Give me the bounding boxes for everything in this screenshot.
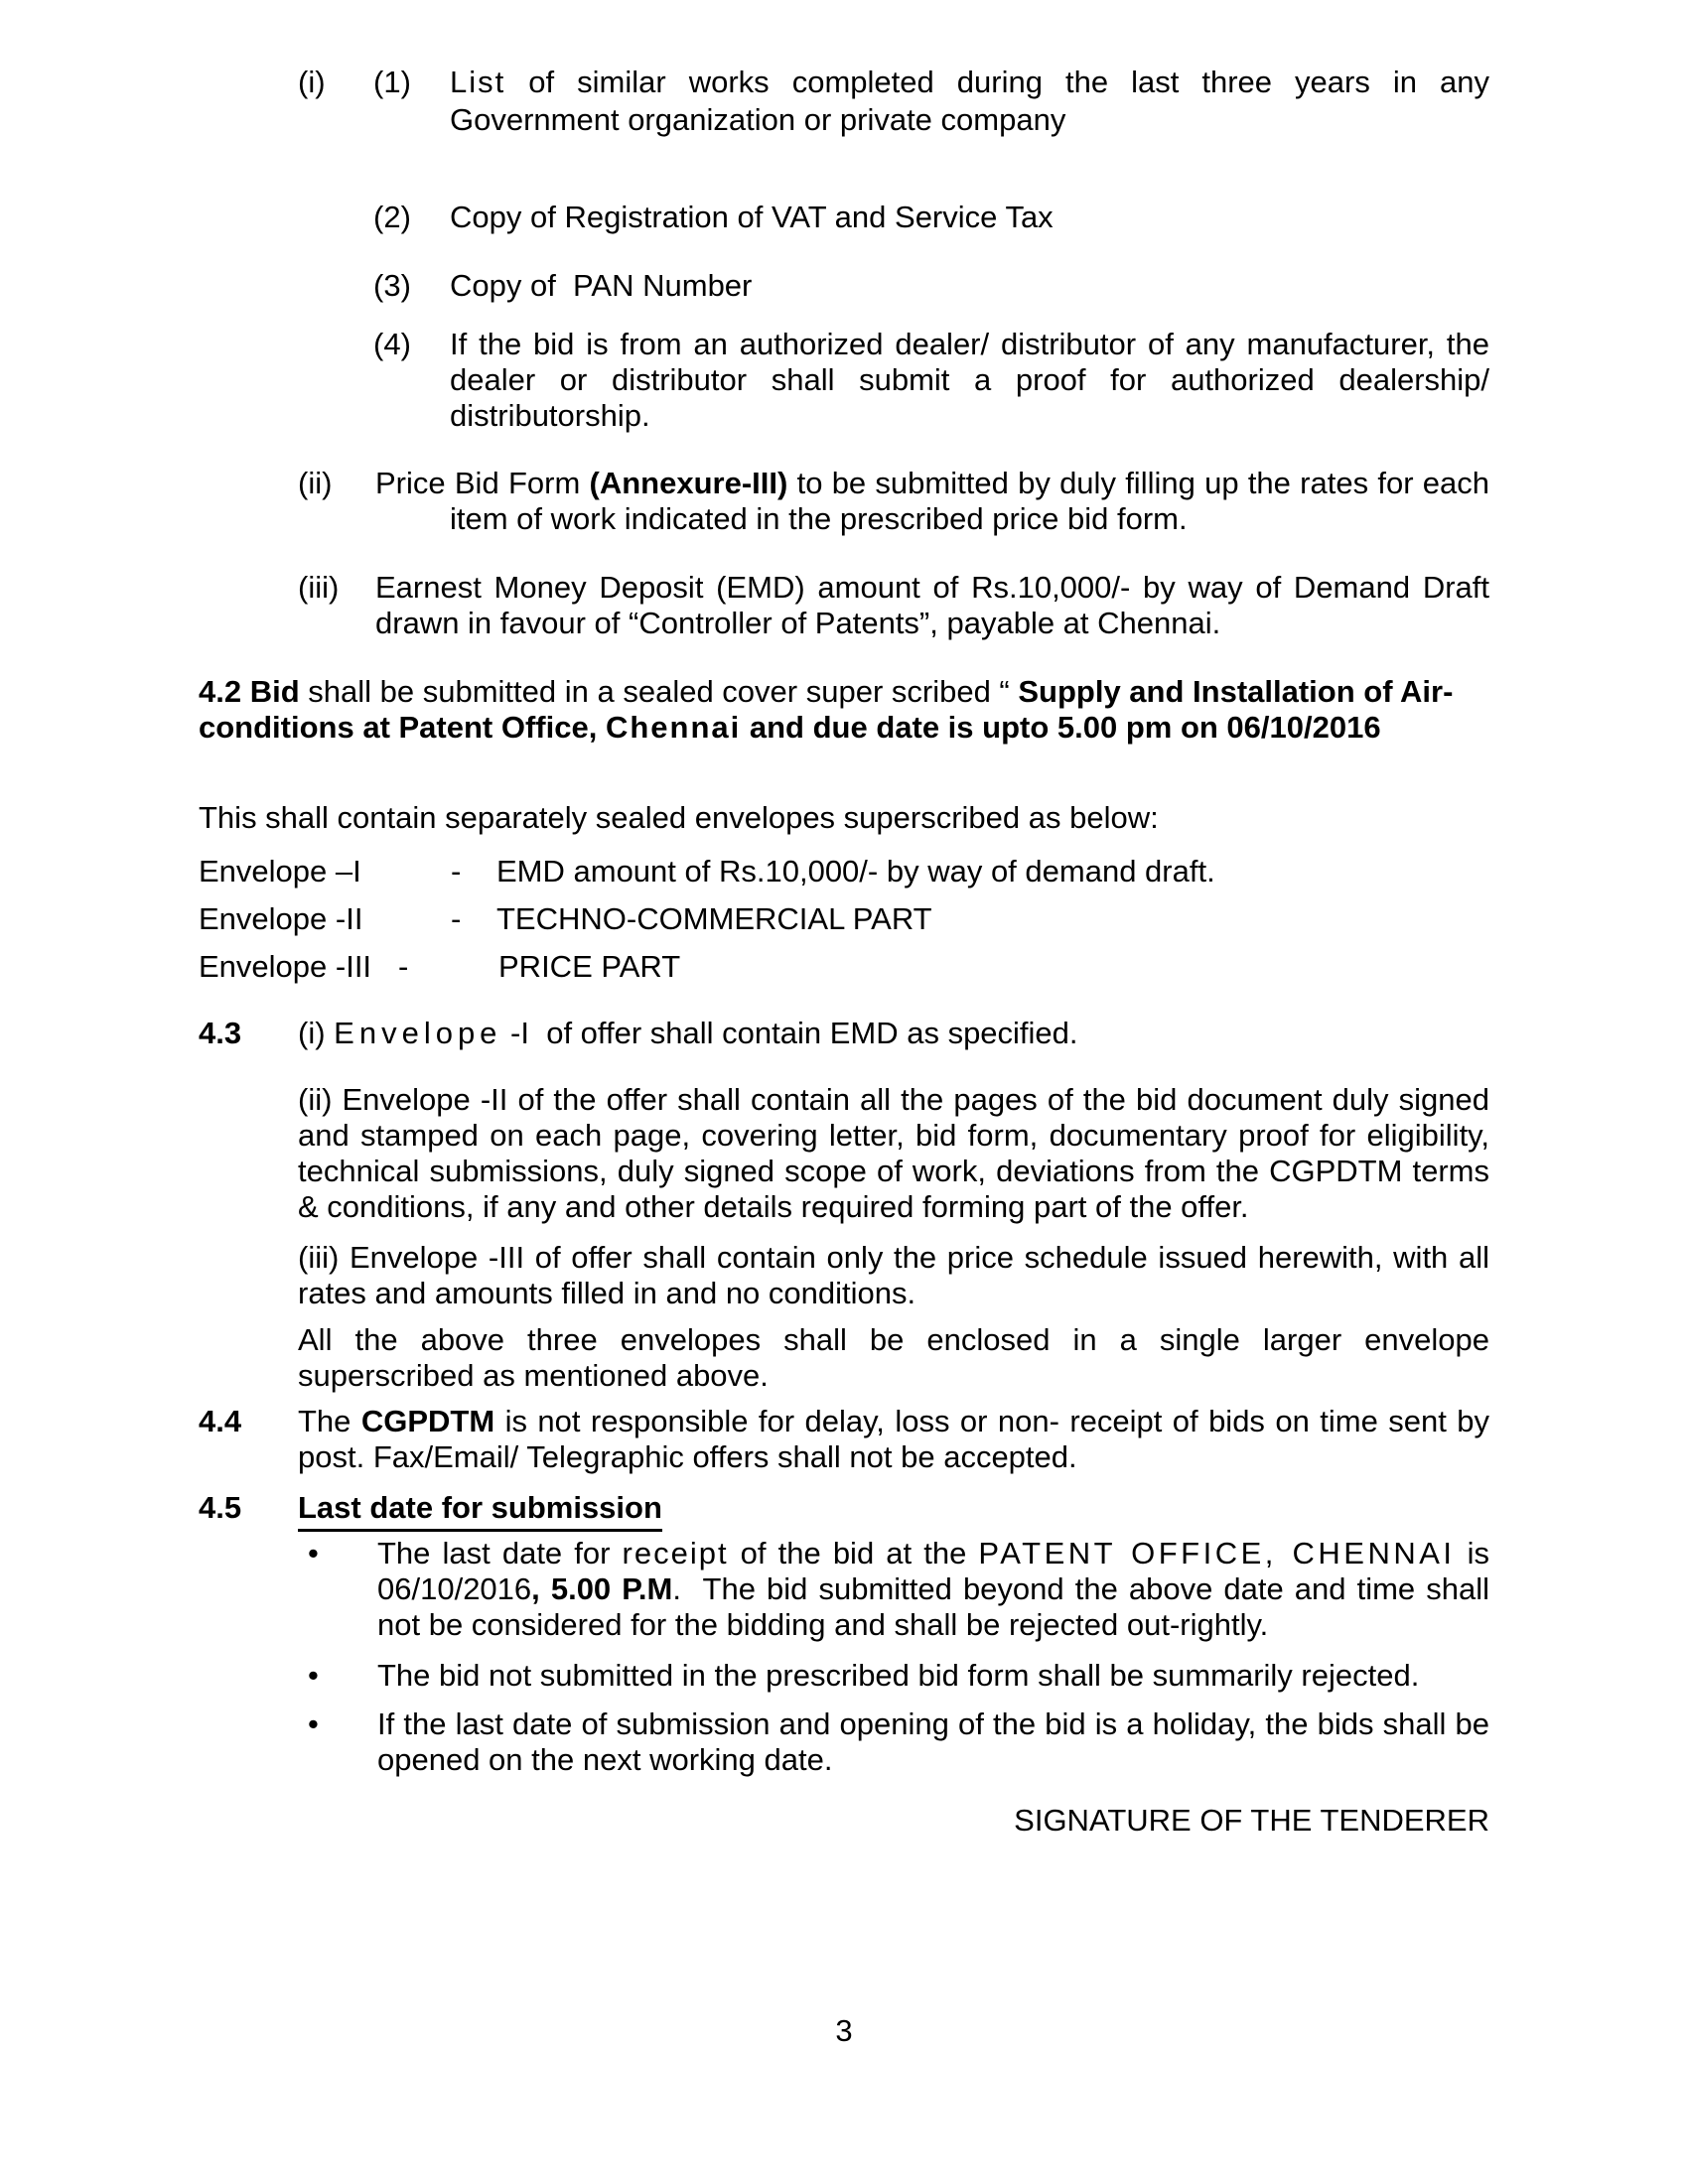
price-bid-run: Price Bid Form: [375, 466, 590, 500]
bullet-item-2: [298, 1658, 1489, 1694]
s44-run3: is not responsible for delay, loss or non- receipt of bids on time sent by post. Fax/Email/ Telegraphic offers shall not be accepted.: [298, 1404, 1489, 1474]
b1-run3: of the bid at the: [728, 1536, 979, 1570]
bullet-1-text: [377, 1536, 1489, 1643]
section-4-5-heading-wrap: [298, 1489, 1489, 1532]
list-item-iii: [298, 570, 1489, 641]
bullet-3-text: If the last date of submission and opening of the bid is a holiday, the bids shall be opened on the next working date.: [377, 1706, 1489, 1777]
list-text-rest: of similar works completed during the last three years in any Government organization or private company: [450, 65, 1489, 137]
envelope-2-dash: -: [451, 901, 462, 936]
signature-line: SIGNATURE OF THE TENDERER: [1014, 1803, 1489, 1838]
list-text: Copy of PAN Number: [450, 268, 753, 303]
section-4-4-number: 4.4: [199, 1404, 242, 1438]
section-4-2-chennai: Chennai: [605, 710, 742, 745]
list-text: [375, 466, 1489, 537]
envelope-row-2: [199, 900, 1489, 938]
list-marker-1: (1): [373, 65, 411, 99]
b1-time-bold: , 5.00 P.M: [531, 1571, 673, 1606]
section-4-4-text: [298, 1404, 1489, 1475]
section-4-2-bold-title: Supply and Installation of Air- conditions at Patent Office: [199, 674, 1454, 745]
list-item-4: [373, 327, 1489, 434]
bullet-glyph: •: [308, 1536, 319, 1570]
b1-run1: The last date for: [377, 1536, 623, 1570]
envelope-1-label: Envelope –I: [199, 854, 361, 888]
envelope-2-text: TECHNO-COMMERCIAL PART: [496, 901, 932, 936]
section-4-3-text: [298, 1015, 1489, 1052]
list-text-lead: List: [450, 65, 506, 99]
list-marker-ii: (ii): [298, 466, 333, 500]
b1-run7: . The bid submitted beyond the above date and time shall not be considered for the bidding and shall be rejected out-rightly.: [377, 1571, 1489, 1642]
list-text: If the bid is from an authorized dealer/ distributor of any manufacturer, the dealer or distributor shall submit a proof for authorized dealership/ distributorship.: [450, 327, 1489, 433]
b1-run5: is 06/10/2016: [377, 1536, 1489, 1606]
s43-envelope-spaced: Envelope: [334, 1016, 502, 1050]
price-bid-rest: to be submitted by duly filling up the rates for each item of work indicated in the prescribed price bid form.: [450, 466, 1489, 536]
section-4-2: [199, 674, 1489, 746]
b1-patent-office: PATENT OFFICE, CHENNAI: [978, 1536, 1456, 1570]
s44-cgpdtm: CGPDTM: [360, 1404, 495, 1438]
list-marker-2: (2): [373, 200, 411, 234]
list-marker-i: (i): [298, 65, 326, 99]
list-text: Earnest Money Deposit (EMD) amount of Rs.10,000/- by way of Demand Draft drawn in favour of “Controller of Patents”, payable at Chennai.: [375, 570, 1489, 640]
section-4-2-comma: ,: [588, 710, 606, 745]
envelope-row-1: [199, 853, 1489, 890]
s43-dash-run: -I: [501, 1016, 547, 1050]
list-item-i-1: [298, 64, 1489, 139]
section-4-3-iii-paragraph: (iii) Envelope -III of offer shall contain only the price schedule issued herewith, with all rates and amounts filled in and no conditions.: [298, 1240, 1489, 1310]
annexure-run: (Annexure-III): [589, 466, 788, 500]
section-4-5-number: 4.5: [199, 1490, 242, 1525]
section-4-5: [199, 1489, 1489, 1532]
section-4-3: [199, 1015, 1489, 1052]
envelope-1-dash: -: [451, 854, 462, 888]
section-4-3-ii-paragraph: (ii) Envelope -II of the offer shall contain all the pages of the bid document duly signed and stamped on each page, covering letter, bid form, documentary proof for eligibility, technical submissions, duly signed scope of work, deviations from the CGPDTM terms & conditions, if any and other details required forming part of the offer.: [298, 1082, 1489, 1224]
list-item-3: [373, 267, 1489, 305]
bullet-item-1: [298, 1536, 1489, 1643]
list-item-2: [373, 199, 1489, 236]
page-number: 3: [835, 2013, 853, 2048]
envelope-1-text: EMD amount of Rs.10,000/- by way of demand draft.: [496, 854, 1215, 888]
all-envelopes-paragraph: All the above three envelopes shall be enclosed in a single larger envelope superscribed as mentioned above.: [298, 1322, 1489, 1393]
envelope-3-label: Envelope -III: [199, 949, 372, 984]
list-item-ii: [298, 466, 1489, 537]
bullet-glyph: •: [308, 1658, 319, 1693]
s44-run1: The: [298, 1404, 361, 1438]
envelopes-intro: This shall contain separately sealed envelopes superscribed as below:: [199, 800, 1159, 835]
section-4-2-duedate: and due date is upto 5.00 pm on 06/10/2016: [741, 710, 1381, 745]
list-text: Copy of Registration of VAT and Service Tax: [450, 200, 1054, 234]
section-4-4: [199, 1404, 1489, 1475]
bullet-glyph: •: [308, 1706, 319, 1741]
section-4-5-heading: Last date for submission: [298, 1489, 662, 1532]
envelope-3-dash: -: [398, 949, 409, 984]
bullet-2-text: The bid not submitted in the prescribed bid form shall be summarily rejected.: [377, 1658, 1420, 1693]
bullet-item-3: [298, 1706, 1489, 1778]
envelope-row-3: [199, 948, 1489, 986]
envelope-3-text: PRICE PART: [498, 949, 681, 984]
section-4-2-number-run: 4.2 Bid: [199, 674, 300, 709]
list-marker-4: (4): [373, 327, 411, 361]
s43-rest: of offer shall contain EMD as specified.: [546, 1016, 1078, 1050]
list-text: [450, 64, 1489, 139]
section-4-3-number: 4.3: [199, 1016, 242, 1050]
list-marker-iii: (iii): [298, 570, 340, 605]
b1-receipt: receipt: [622, 1536, 729, 1570]
section-4-2-plain-run: shall be submitted in a sealed cover super scribed “: [299, 674, 1019, 709]
envelope-2-label: Envelope -II: [199, 901, 363, 936]
list-marker-3: (3): [373, 268, 411, 303]
s43-i-marker: (i): [298, 1016, 335, 1050]
